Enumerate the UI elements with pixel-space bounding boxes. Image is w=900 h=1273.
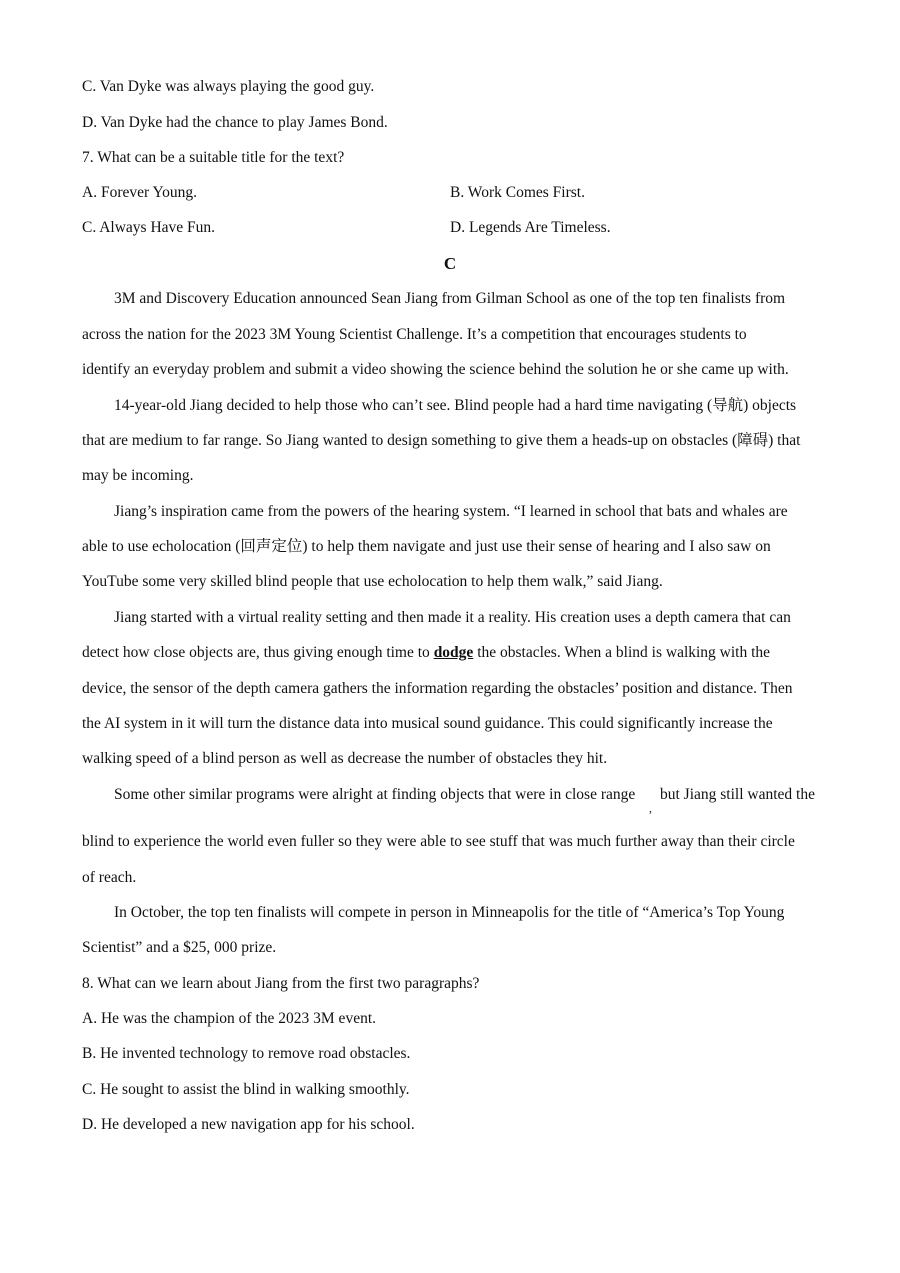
passage-p3-line2: able to use echolocation (回声定位) to help them navigate and just use their sense of hearing and I also saw on [82,538,771,555]
passage-p2-line1: 14-year-old Jiang decided to help those who can’t see. Blind people had a hard time navigating (导航) objects [114,397,797,414]
passage-p5-line3: of reach. [82,869,137,886]
passage-p2-line3: may be incoming. [82,467,194,484]
passage-p3-line1: Jiang’s inspiration came from the powers of the hearing system. “I learned in school that bats and whales are [114,503,788,520]
passage-p5-line1-start: Some other similar programs were alright at finding objects that were in close range [114,786,636,803]
passage-p1-line3: identify an everyday problem and submit a video showing the science behind the solution he or she came up with. [82,361,789,378]
passage-p4-line5: walking speed of a blind person as well as decrease the number of obstacles they hit. [82,750,608,767]
passage-p4-line2-start: detect how close objects are, thus giving enough time to [82,644,434,661]
q6-option-d: D. Van Dyke had the chance to play James Bond. [82,114,388,131]
passage-p4-line4: the AI system in it will turn the distance data into musical sound guidance. This could significantly increase the [82,715,773,732]
q7-option-a: A. Forever Young. [82,184,197,201]
passage-p2-line2: that are medium to far range. So Jiang wanted to design something to give them a heads-up on obstacles (障碍) that [82,432,801,449]
passage-p4-line2 [82,643,770,663]
section-heading: C [443,254,457,273]
q8-question: 8. What can we learn about Jiang from the first two paragraphs? [82,975,480,992]
passage-p5-line1-end: but Jiang still wanted the [660,786,815,803]
keyword-dodge: dodge [433,644,474,661]
q7-question: 7. What can be a suitable title for the text? [82,149,345,166]
passage-p1-line1: 3M and Discovery Education announced Sean Jiang from Gilman School as one of the top ten finalists from [114,290,786,307]
passage-p4-line3: device, the sensor of the depth camera gathers the information regarding the obstacles’ position and distance. Then [82,680,793,697]
q7-option-d: D. Legends Are Timeless. [450,219,611,236]
q8-option-b: B. He invented technology to remove road obstacles. [82,1045,411,1062]
passage-p6-line2: Scientist” and a $25, 000 prize. [82,939,277,956]
passage-p6-line1: In October, the top ten finalists will compete in person in Minneapolis for the title of “America’s Top Young [114,904,785,921]
passage-p1-line2: across the nation for the 2023 3M Young Scientist Challenge. It’s a competition that encourages students to [82,326,747,343]
q6-option-c: C. Van Dyke was always playing the good guy. [82,78,375,95]
q7-option-c: C. Always Have Fun. [82,219,216,236]
q8-option-d: D. He developed a new navigation app for his school. [82,1116,415,1133]
passage-p5-comma: , [649,801,652,815]
q8-option-c: C. He sought to assist the blind in walking smoothly. [82,1081,410,1098]
passage-p3-line3: YouTube some very skilled blind people that use echolocation to help them walk,” said Jiang. [82,573,663,590]
q7-option-b: B. Work Comes First. [450,184,585,201]
passage-p4-line1: Jiang started with a virtual reality setting and then made it a reality. His creation uses a depth camera that can [114,609,791,626]
q8-option-a: A. He was the champion of the 2023 3M event. [82,1010,377,1027]
passage-p5-line2: blind to experience the world even fuller so they were able to see stuff that was much further away than their circle [82,833,795,850]
passage-p4-line2-end: the obstacles. When a blind is walking with the [473,644,771,661]
